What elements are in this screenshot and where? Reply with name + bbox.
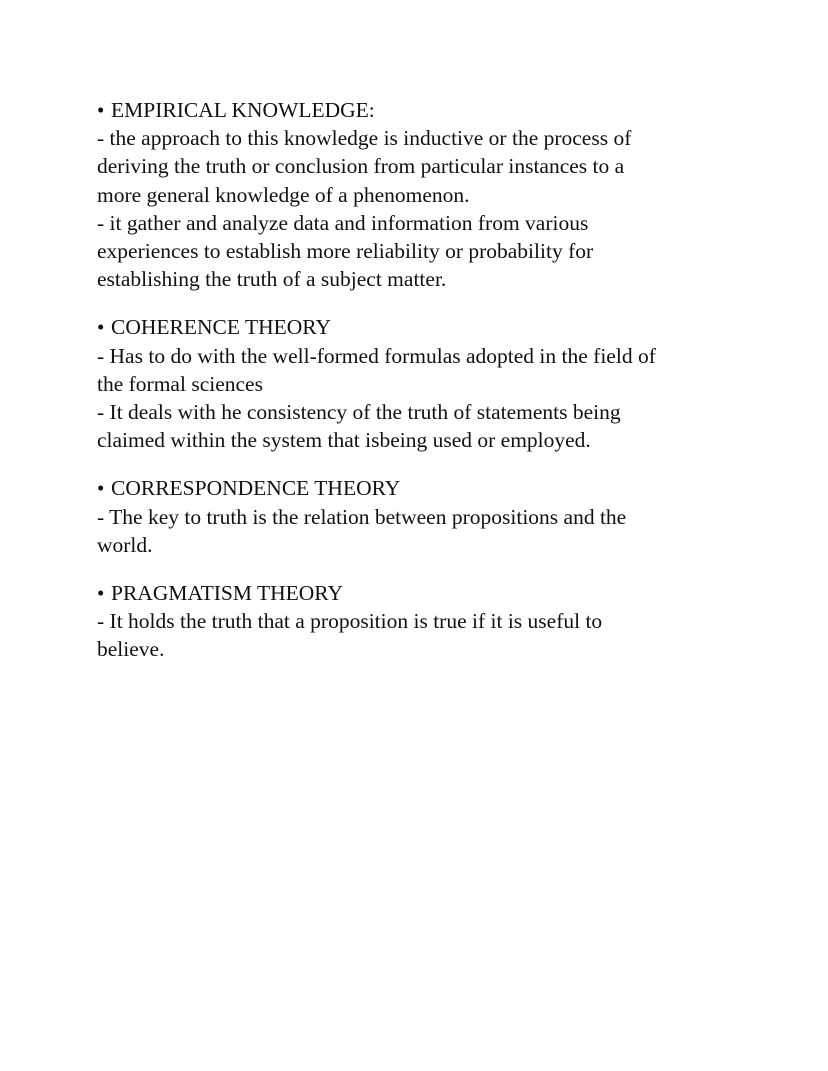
document-page (97, 96, 757, 684)
paragraph-line: claimed within the system that isbeing used or employed. (97, 428, 591, 453)
heading-text: CORRESPONDENCE THEORY (111, 476, 401, 501)
section-pragmatism-theory (97, 579, 757, 664)
paragraph-line: deriving the truth or conclusion from particular instances to a (97, 154, 625, 179)
bullet-icon (97, 96, 111, 124)
heading-text: COHERENCE THEORY (111, 315, 331, 340)
paragraph-line: - The key to truth is the relation between propositions and the (97, 504, 627, 529)
section-empirical-knowledge (97, 96, 757, 293)
paragraph-line: experiences to establish more reliability or probability for (97, 239, 594, 264)
paragraph-line: world. (97, 532, 153, 557)
paragraph-line: more general knowledge of a phenomenon. (97, 182, 470, 207)
section-heading (97, 474, 757, 502)
paragraph-line: - It holds the truth that a proposition is true if it is useful to (97, 609, 603, 634)
bullet-icon (97, 474, 111, 502)
heading-text: EMPIRICAL KNOWLEDGE: (111, 98, 375, 122)
section-coherence-theory (97, 313, 757, 454)
section-heading (97, 579, 757, 607)
paragraph-line: - the approach to this knowledge is inductive or the process of (97, 126, 632, 151)
paragraph-line: believe. (97, 637, 165, 662)
section-heading (97, 96, 757, 124)
paragraph-line: - it gather and analyze data and information from various (97, 210, 589, 235)
paragraph-line: - Has to do with the well-formed formulas adopted in the field of (97, 343, 656, 368)
section-correspondence-theory (97, 474, 757, 559)
paragraph-line: - It deals with he consistency of the truth of statements being (97, 400, 621, 425)
paragraph-line: the formal sciences (97, 371, 263, 396)
bullet-icon (97, 313, 111, 341)
paragraph-line: establishing the truth of a subject matter. (97, 267, 447, 292)
heading-text: PRAGMATISM THEORY (111, 581, 343, 606)
section-heading (97, 313, 757, 341)
bullet-icon (97, 579, 111, 607)
